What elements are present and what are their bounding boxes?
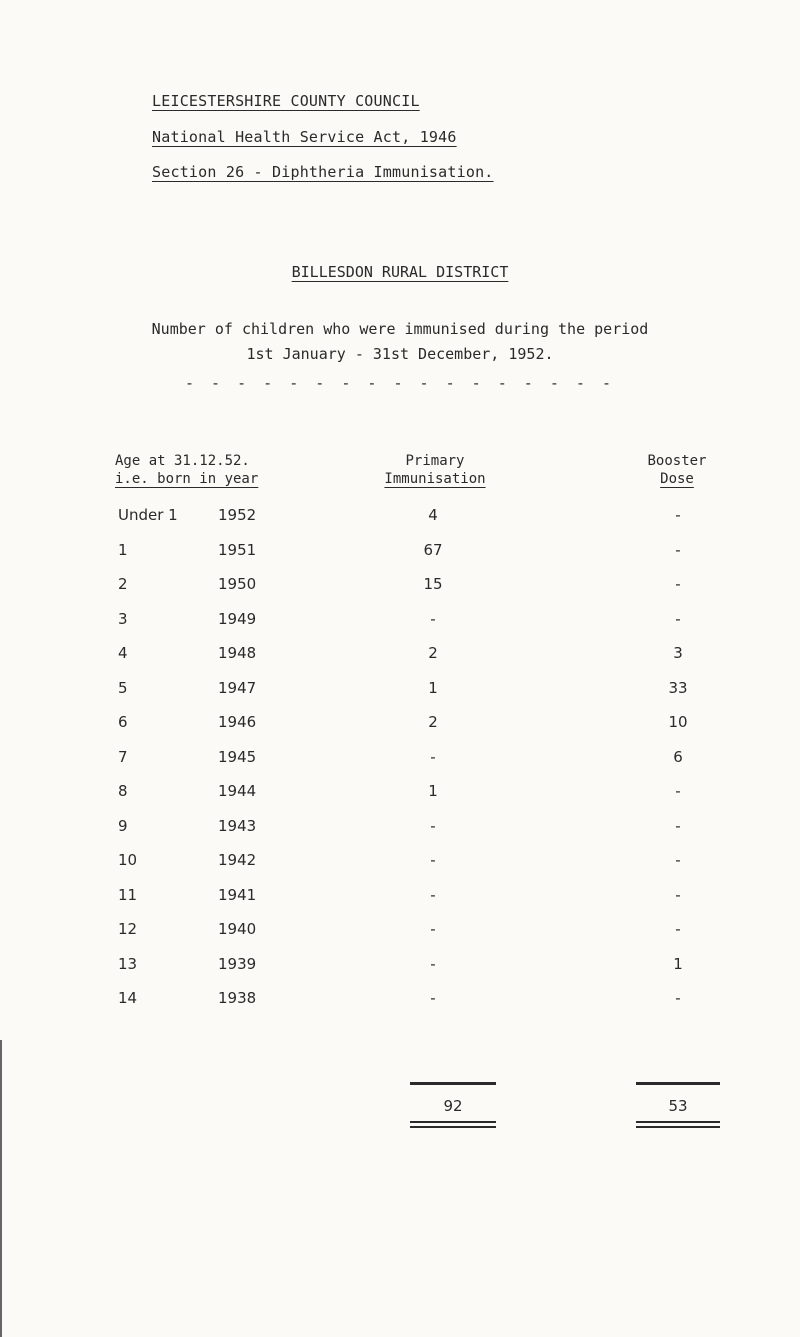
primary-cell: - xyxy=(430,989,436,1007)
age-cell: 8 xyxy=(118,782,128,800)
separator-dashes: - - - - - - - - - - - - - - - - - xyxy=(184,374,615,392)
table-row xyxy=(0,541,800,565)
primary-header-line-1: Primary xyxy=(405,453,465,469)
age-cell: 4 xyxy=(118,644,128,662)
binding-edge-line xyxy=(0,1040,2,1337)
primary-total-rule-bottom-1 xyxy=(410,1121,496,1123)
primary-cell: 2 xyxy=(428,713,438,731)
booster-total: 53 xyxy=(668,1097,688,1115)
birth-year-cell: 1946 xyxy=(218,713,257,731)
birth-year-cell: 1945 xyxy=(218,748,257,766)
primary-column-header xyxy=(380,452,490,488)
booster-cell: - xyxy=(675,886,681,904)
birth-year-cell: 1949 xyxy=(218,610,257,628)
age-header-line-1: Age at 31.12.52. xyxy=(115,453,250,469)
table-row xyxy=(0,679,800,703)
table-row xyxy=(0,782,800,806)
booster-cell: - xyxy=(675,817,681,835)
booster-cell: - xyxy=(675,575,681,593)
birth-year-cell: 1943 xyxy=(218,817,257,835)
table-row xyxy=(0,644,800,668)
table-row xyxy=(0,851,800,875)
primary-cell: - xyxy=(430,920,436,938)
age-cell: 12 xyxy=(118,920,138,938)
booster-cell: 1 xyxy=(673,955,683,973)
age-cell: 1 xyxy=(118,541,128,559)
birth-year-cell: 1952 xyxy=(218,506,257,524)
age-cell: 13 xyxy=(118,955,138,973)
table-row xyxy=(0,955,800,979)
birth-year-cell: 1944 xyxy=(218,782,257,800)
age-cell: 2 xyxy=(118,575,128,593)
primary-cell: - xyxy=(430,851,436,869)
primary-cell: 1 xyxy=(428,782,438,800)
booster-cell: - xyxy=(675,506,681,524)
booster-total-rule-top xyxy=(636,1082,720,1085)
age-cell: 5 xyxy=(118,679,128,697)
primary-cell: - xyxy=(430,817,436,835)
council-heading: LEICESTERSHIRE COUNTY COUNCIL xyxy=(152,92,420,110)
table-row xyxy=(0,713,800,737)
birth-year-cell: 1941 xyxy=(218,886,257,904)
table-row xyxy=(0,610,800,634)
birth-year-cell: 1939 xyxy=(218,955,257,973)
age-cell: 14 xyxy=(118,989,138,1007)
table-row xyxy=(0,989,800,1013)
section-heading: Section 26 - Diphtheria Immunisation. xyxy=(152,163,494,181)
primary-cell: 4 xyxy=(428,506,438,524)
booster-header-line-1: Booster xyxy=(647,453,707,469)
birth-year-cell: 1951 xyxy=(218,541,257,559)
booster-cell: - xyxy=(675,851,681,869)
age-cell: 10 xyxy=(118,851,138,869)
booster-cell: 3 xyxy=(673,644,683,662)
table-row xyxy=(0,575,800,599)
booster-cell: 6 xyxy=(673,748,683,766)
birth-year-cell: 1940 xyxy=(218,920,257,938)
primary-cell: 15 xyxy=(423,575,443,593)
booster-cell: - xyxy=(675,782,681,800)
age-cell: Under 1 xyxy=(118,506,178,524)
age-cell: 3 xyxy=(118,610,128,628)
description-line-1: Number of children who were immunised during the period xyxy=(151,320,649,338)
booster-cell: - xyxy=(675,920,681,938)
table-row xyxy=(0,920,800,944)
act-heading: National Health Service Act, 1946 xyxy=(152,128,457,146)
booster-column-header xyxy=(622,452,732,488)
birth-year-cell: 1948 xyxy=(218,644,257,662)
primary-cell: 1 xyxy=(428,679,438,697)
age-header-line-2: i.e. born in year xyxy=(115,471,259,487)
age-column-header xyxy=(115,452,258,488)
age-cell: 9 xyxy=(118,817,128,835)
birth-year-cell: 1947 xyxy=(218,679,257,697)
booster-cell: - xyxy=(675,541,681,559)
booster-cell: - xyxy=(675,610,681,628)
age-cell: 6 xyxy=(118,713,128,731)
age-cell: 7 xyxy=(118,748,128,766)
birth-year-cell: 1938 xyxy=(218,989,257,1007)
birth-year-cell: 1942 xyxy=(218,851,257,869)
primary-total-rule-bottom-2 xyxy=(410,1126,496,1128)
booster-cell: 10 xyxy=(668,713,688,731)
booster-total-rule-bottom-2 xyxy=(636,1126,720,1128)
primary-cell: 67 xyxy=(423,541,443,559)
primary-cell: - xyxy=(430,955,436,973)
primary-total-rule-top xyxy=(410,1082,496,1085)
table-row xyxy=(0,817,800,841)
table-row xyxy=(0,506,800,530)
booster-cell: 33 xyxy=(668,679,688,697)
primary-total: 92 xyxy=(443,1097,463,1115)
primary-cell: - xyxy=(430,886,436,904)
booster-header-line-2: Dose xyxy=(660,471,694,487)
table-row xyxy=(0,886,800,910)
primary-header-line-2: Immunisation xyxy=(384,471,486,487)
birth-year-cell: 1950 xyxy=(218,575,257,593)
booster-total-rule-bottom-1 xyxy=(636,1121,720,1123)
primary-cell: - xyxy=(430,748,436,766)
table-row xyxy=(0,748,800,772)
primary-cell: - xyxy=(430,610,436,628)
age-cell: 11 xyxy=(118,886,138,904)
description-line-2: 1st January - 31st December, 1952. xyxy=(246,345,554,363)
district-title: BILLESDON RURAL DISTRICT xyxy=(291,263,509,281)
booster-cell: - xyxy=(675,989,681,1007)
primary-cell: 2 xyxy=(428,644,438,662)
